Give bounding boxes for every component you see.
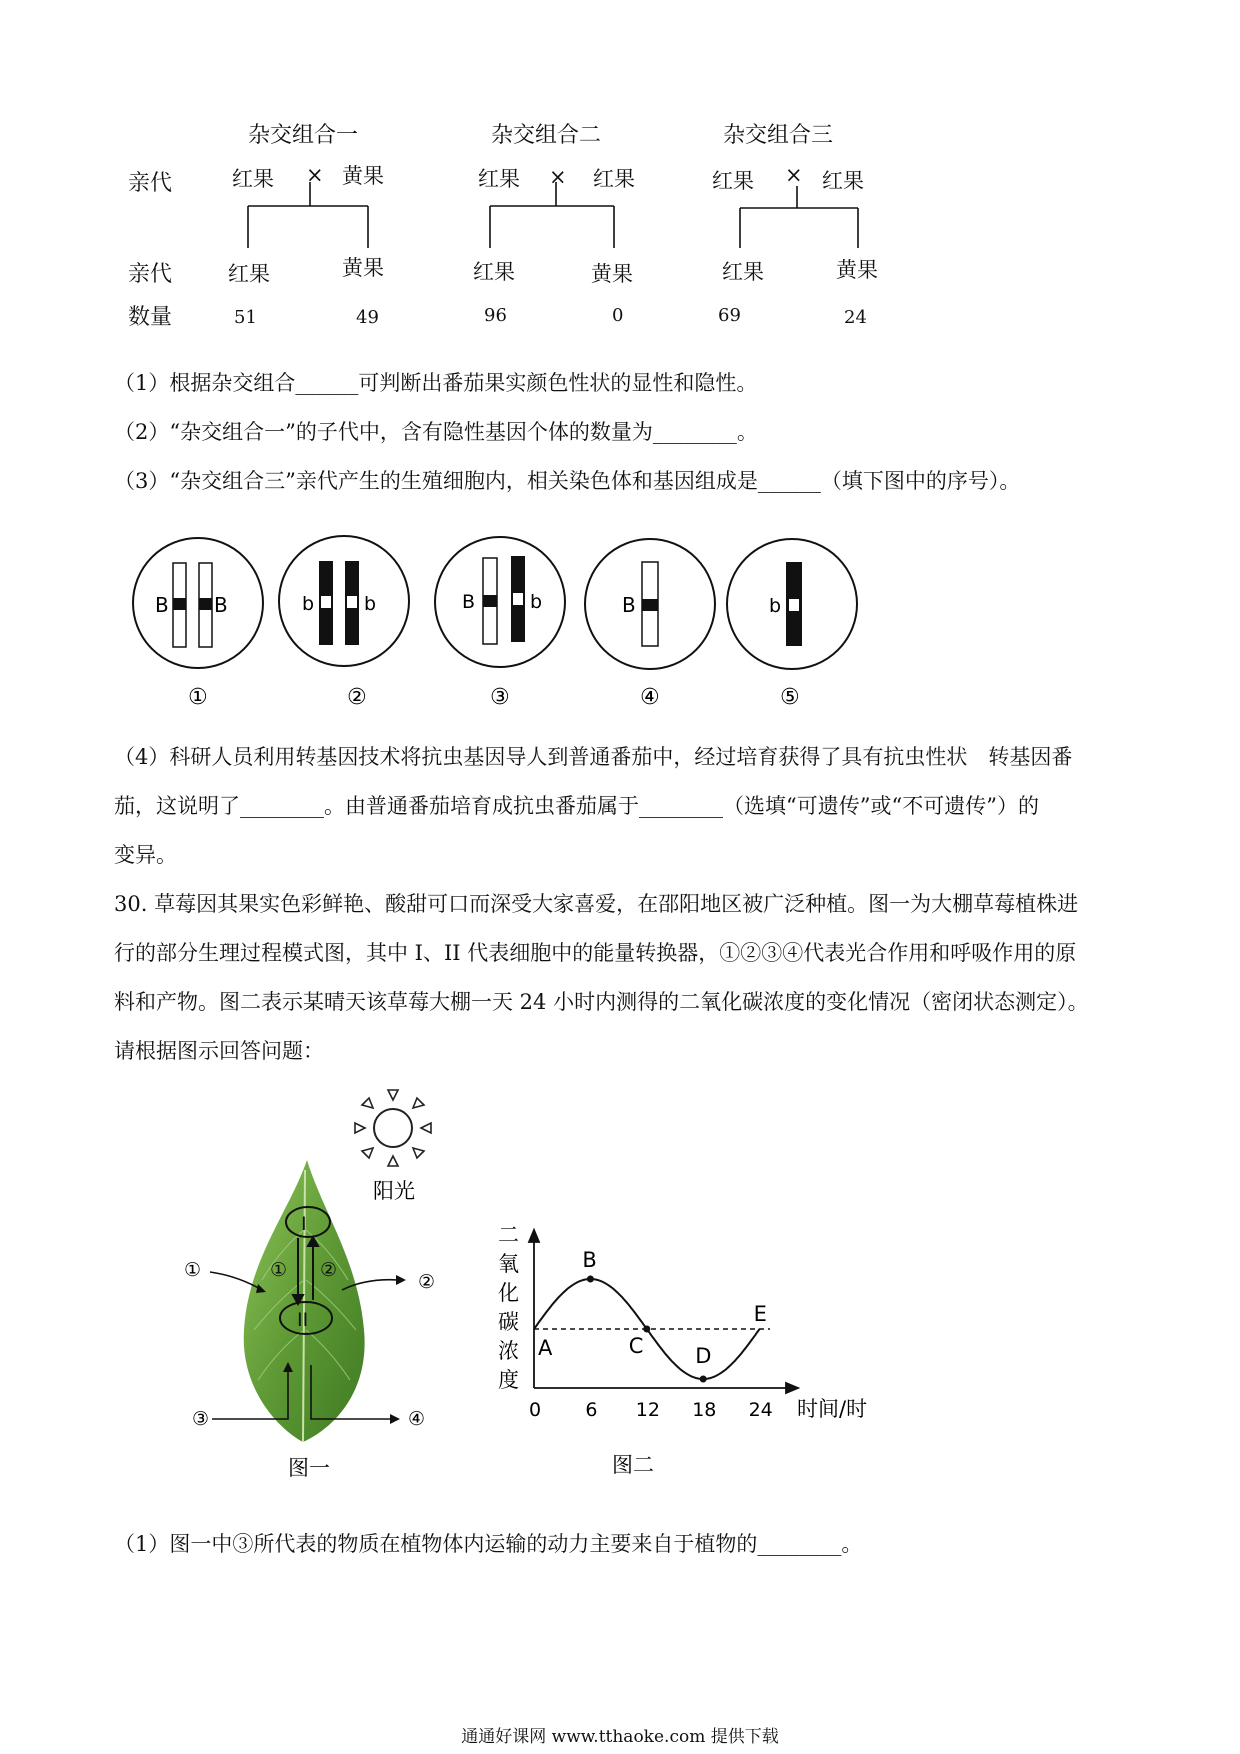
cell4-label: ④ [640, 685, 660, 710]
y-axis-label-char: 氧 [498, 1252, 519, 1276]
group3-count-left: 69 [718, 305, 741, 326]
group2-count-left: 96 [484, 305, 507, 326]
external-mark-1: ① [184, 1259, 202, 1281]
row-label-offspring: 亲代 [128, 262, 173, 287]
external-mark-2: ② [418, 1271, 436, 1293]
external-mark-4: ④ [408, 1408, 426, 1430]
group3-cross-sign: × [785, 163, 803, 187]
group1-count-left: 51 [234, 307, 257, 328]
group1-title: 杂交组合一 [248, 123, 359, 148]
row-label-count: 数量 [128, 305, 173, 330]
point-label-a: A [538, 1336, 553, 1360]
external-mark-3: ③ [192, 1408, 210, 1430]
cell-3 [435, 537, 565, 667]
question29-4-line1: （4）科研人员利用转基因技术将抗虫基因导人到普通番茄中，经过培育获得了具有抗虫性状 转基因番 [114, 745, 1073, 769]
figure1-caption: 图一 [288, 1456, 330, 1480]
point-b [587, 1276, 594, 1283]
group3-child-right: 黄果 [836, 258, 878, 282]
group3-count-right: 24 [844, 307, 867, 328]
point-label-e: E [753, 1302, 767, 1326]
point-d [700, 1376, 707, 1383]
group2-child-right: 黄果 [591, 262, 633, 286]
group1-parent-left: 红果 [232, 167, 274, 191]
organelle-I: I [301, 1213, 307, 1235]
cell-2 [279, 536, 409, 666]
cell2-label: ② [347, 685, 367, 710]
group1-child-left: 红果 [228, 262, 270, 286]
question30-line1: 30. 草莓因其果实色彩鲜艳、酸甜可口而深受大家喜爱，在邵阳地区被广泛种植。图一为大棚草莓植株进 [114, 892, 1079, 916]
x-axis-label: 时间/时 [797, 1397, 868, 1421]
leaf-mark-2: ② [320, 1259, 338, 1281]
organelle-II: II [297, 1309, 309, 1331]
row-label-parent: 亲代 [128, 171, 173, 196]
question30-line4: 请根据图示回答问题： [114, 1039, 324, 1063]
group3-parent-right: 红果 [822, 169, 864, 193]
y-axis-label-char: 二 [498, 1223, 519, 1247]
cell-1 [133, 538, 263, 668]
y-axis-label-char: 度 [498, 1368, 519, 1392]
cell3-gene-right: b [530, 591, 543, 613]
point-label-c: C [628, 1334, 644, 1358]
cell4-gene: B [622, 593, 636, 617]
cross-connector-lines [0, 0, 1240, 360]
y-axis-label-char: 化 [498, 1281, 519, 1305]
group2-cross-sign: × [549, 165, 567, 189]
group2-parent-left: 红果 [478, 167, 520, 191]
question30-line3: 料和产物。图二表示某晴天该草莓大棚一天 24 小时内测得的二氧化碳浓度的变化情况（密闭状态测定）。 [114, 990, 1089, 1014]
question29-4-line2: 茄，这说明了________。由普通番茄培育成抗虫番茄属于________（选填“可遗传”或“不可遗传”）的 [114, 794, 1039, 818]
cell2-gene-left: b [302, 593, 315, 615]
group3-title: 杂交组合三 [723, 123, 834, 148]
cell1-gene-left: B [155, 593, 169, 617]
y-axis-label [498, 1223, 519, 1392]
x-tick-label: 18 [692, 1399, 717, 1421]
page-footer: 通通好课网 www.tthaoke.com 提供下载 [461, 1727, 779, 1747]
group1-cross-sign: × [306, 163, 324, 187]
cell1-label: ① [188, 685, 208, 710]
group1-count-right: 49 [356, 307, 379, 328]
x-tick-label: 24 [748, 1399, 773, 1421]
group2-parent-right: 红果 [593, 167, 635, 191]
sun-icon [355, 1090, 431, 1166]
cell-4 [585, 539, 715, 669]
cell3-label: ③ [490, 685, 510, 710]
sun-label: 阳光 [373, 1179, 415, 1203]
question29-2: （2）“杂交组合一”的子代中，含有隐性基因个体的数量为________。 [114, 420, 758, 444]
chromosome-cells-figure [0, 520, 1240, 720]
point-c [643, 1326, 650, 1333]
cell5-gene: b [769, 595, 782, 617]
cell5-label: ⑤ [780, 685, 800, 710]
cell-5 [727, 539, 857, 669]
group3-parent-left: 红果 [712, 169, 754, 193]
y-axis-label-char: 碳 [498, 1310, 519, 1334]
x-tick-label: 6 [585, 1399, 598, 1421]
question29-3: （3）“杂交组合三”亲代产生的生殖细胞内，相关染色体和基因组成是______（填下图中的序号）。 [114, 469, 1021, 493]
point-label-d: D [695, 1344, 712, 1368]
group1-child-right: 黄果 [342, 256, 384, 280]
x-tick-label: 0 [529, 1399, 542, 1421]
figure2-caption: 图二 [612, 1453, 654, 1477]
cell2-gene-right: b [364, 593, 377, 615]
group2-title: 杂交组合二 [491, 123, 602, 148]
group2-count-right: 0 [612, 305, 624, 326]
figure2-co2-chart [490, 1220, 868, 1480]
figure1-leaf-diagram [170, 1090, 470, 1480]
group2-child-left: 红果 [473, 260, 515, 284]
question29-4-line3: 变异。 [114, 843, 177, 867]
cell3-gene-left: B [462, 591, 476, 613]
question29-1: （1）根据杂交组合______可判断出番茄果实颜色性状的显性和隐性。 [114, 371, 758, 395]
group3-child-left: 红果 [722, 260, 764, 284]
y-axis-label-char: 浓 [498, 1339, 519, 1363]
x-tick-label: 12 [635, 1399, 660, 1421]
question30-line2: 行的部分生理过程模式图，其中 I、II 代表细胞中的能量转换器，①②③④代表光合作用和呼吸作用的原 [114, 941, 1077, 965]
group1-parent-right: 黄果 [342, 164, 384, 188]
question30-sub1: （1）图一中③所代表的物质在植物体内运输的动力主要来自于植物的________。 [114, 1532, 863, 1556]
point-label-b: B [582, 1248, 597, 1272]
cell1-gene-right: B [214, 593, 228, 617]
leaf-mark-1: ① [270, 1259, 288, 1281]
